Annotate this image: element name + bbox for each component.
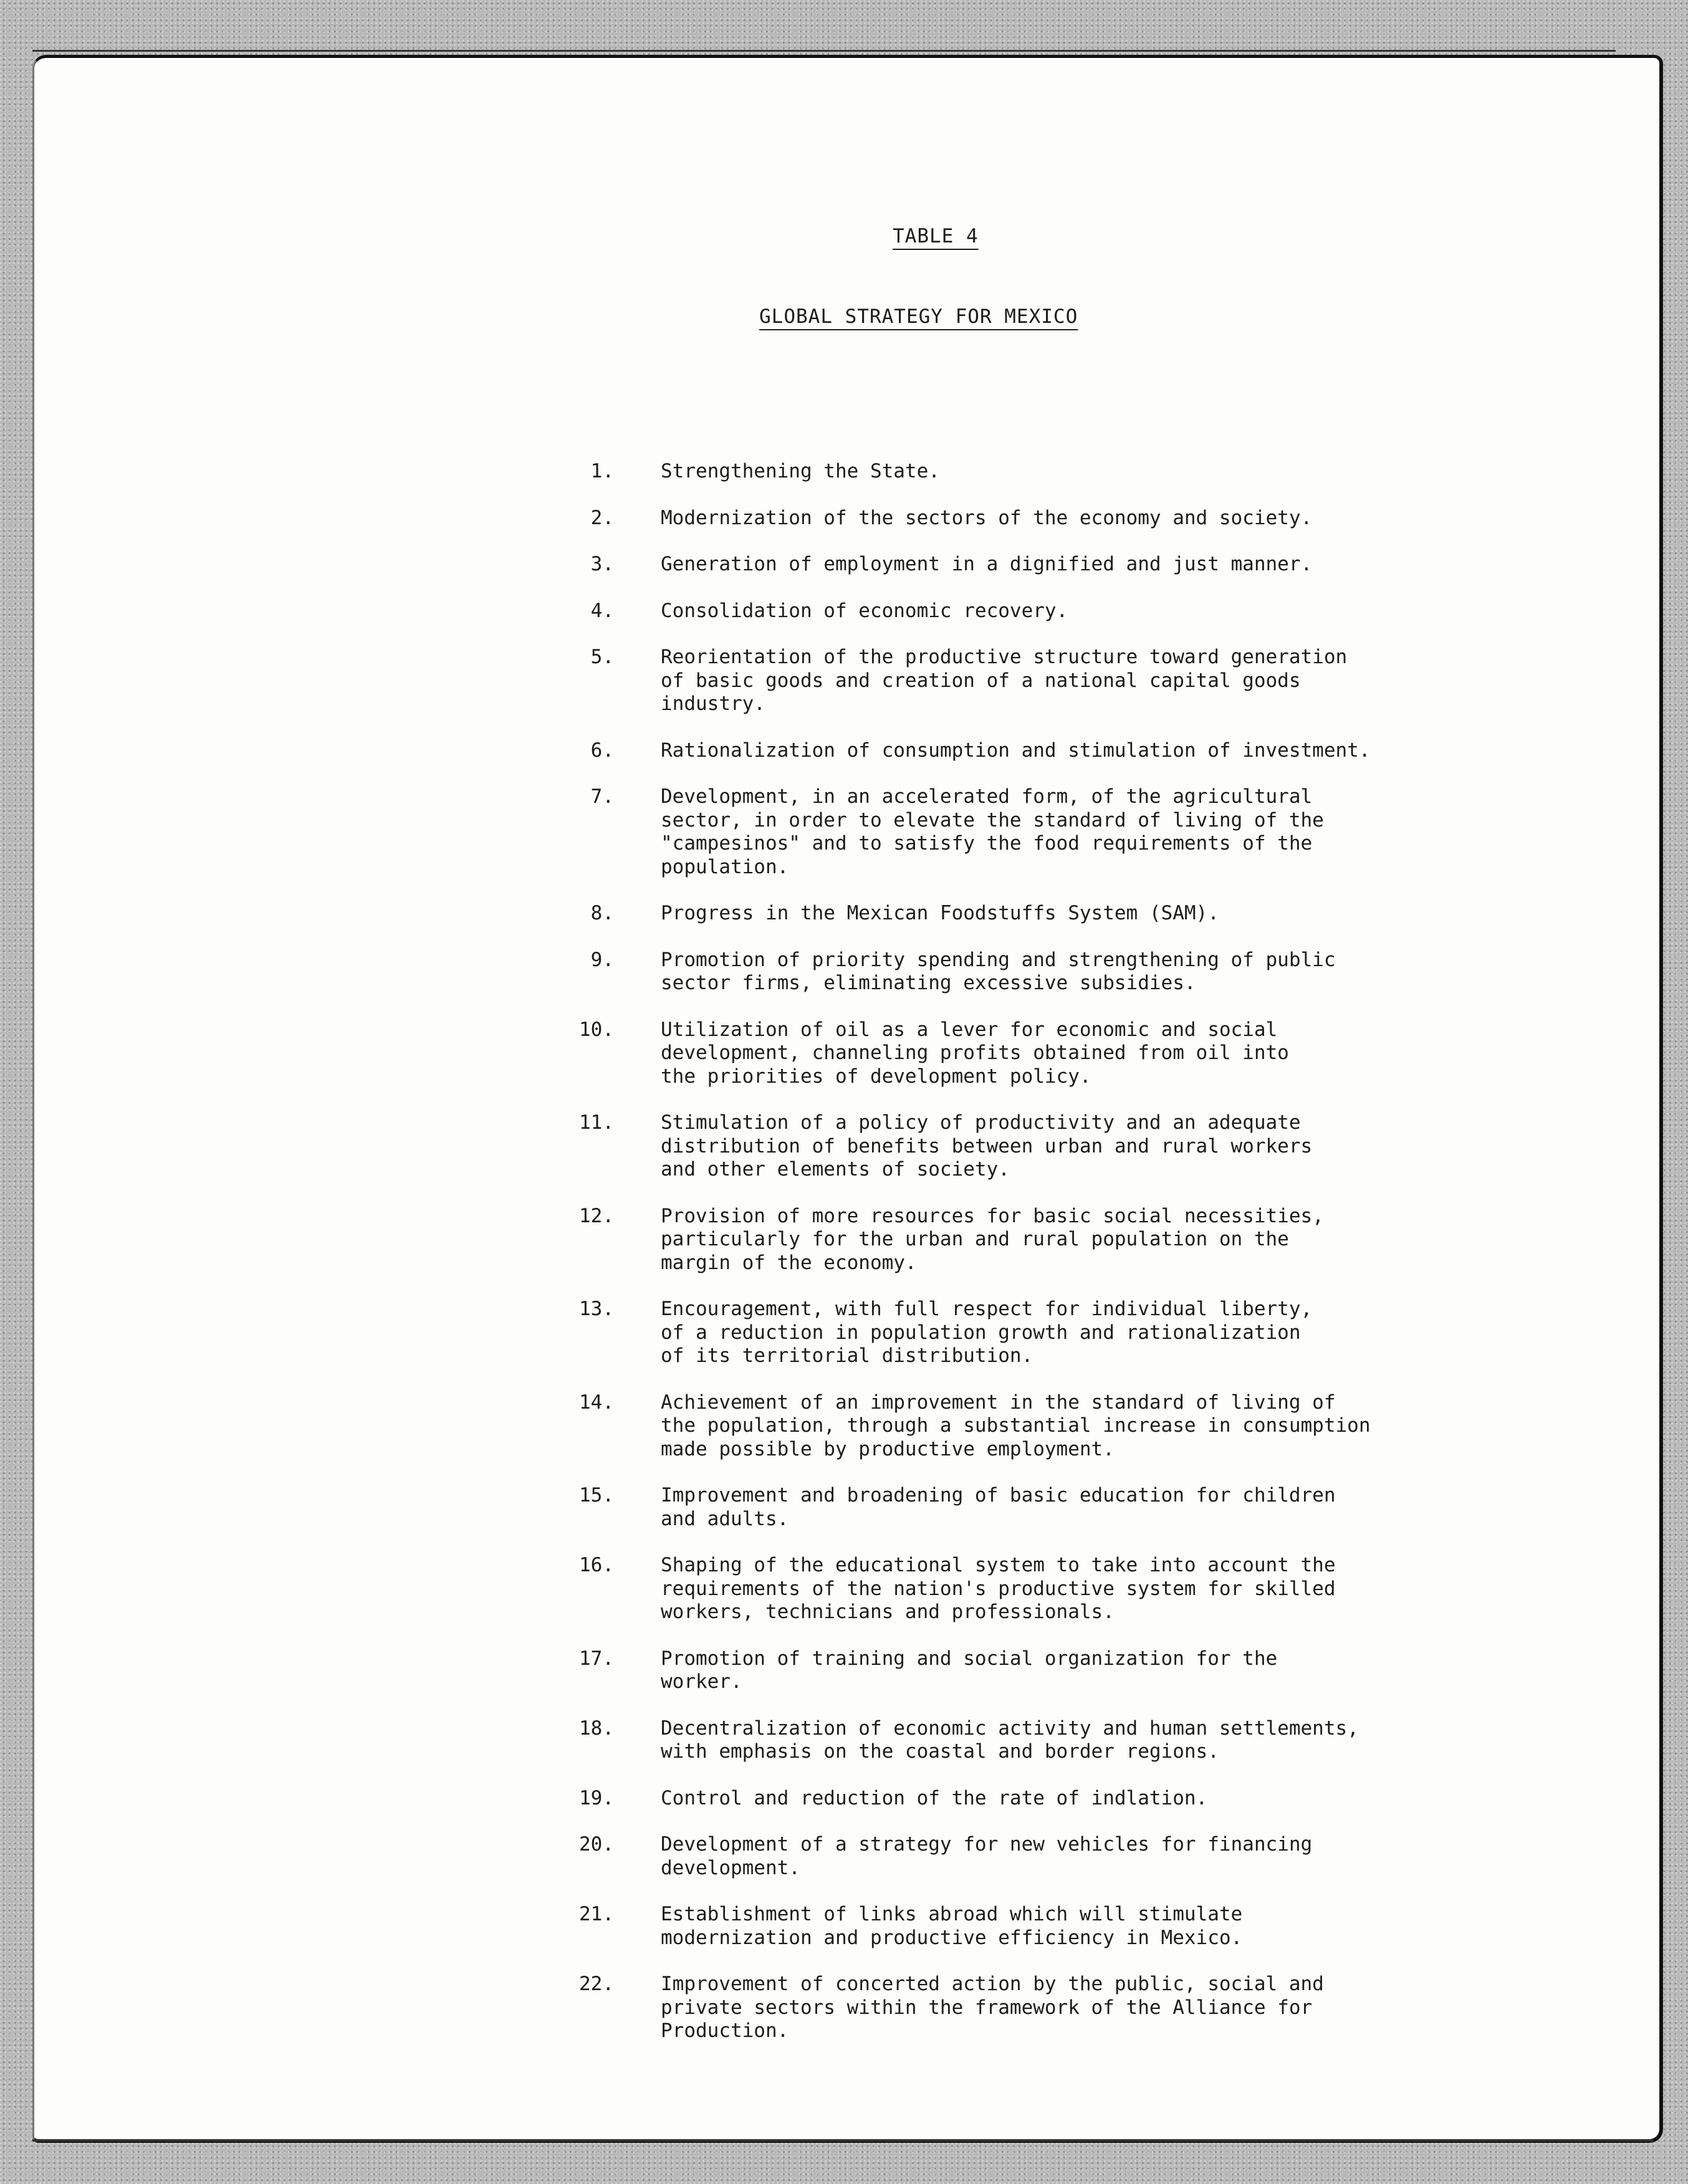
item-text: Generation of employment in a dignified and just manner.: [661, 553, 1313, 575]
item-number: 5.: [590, 646, 614, 668]
item-number: 3.: [590, 553, 614, 575]
item-text: Control and reduction of the rate of indlation.: [661, 1786, 1208, 1809]
item-text: Promotion of priority spending and strengthening of public sector firms, eliminating excessive subsidies.: [661, 948, 1336, 994]
list-item: [570, 1298, 1455, 1368]
scan-edge-top: [32, 50, 1616, 52]
list-item: [570, 1205, 1455, 1275]
item-number: 10.: [579, 1018, 614, 1041]
list-item: [570, 739, 1455, 763]
item-text: Development of a strategy for new vehicles for financing development.: [661, 1833, 1313, 1879]
item-text: Reorientation of the productive structure toward generation of basic goods and creation of a national capital goods industry.: [661, 646, 1348, 715]
list-item: [570, 902, 1455, 926]
item-number: 4.: [590, 599, 614, 622]
item-text: Stimulation of a policy of productivity and an adequate distribution of benefits between urban and rural workers and other elements of society.: [661, 1111, 1313, 1181]
item-number: 13.: [579, 1298, 614, 1320]
item-number: 11.: [579, 1111, 614, 1134]
item-number: 12.: [579, 1204, 614, 1227]
list-item: [570, 949, 1455, 995]
list-item: [570, 1391, 1455, 1462]
list-item: [570, 1973, 1455, 2043]
item-text: Promotion of training and social organization for the worker.: [661, 1647, 1278, 1693]
list-item: [570, 507, 1455, 530]
item-number: 8.: [590, 902, 614, 924]
list-item: [570, 460, 1455, 484]
item-text: Strengthening the State.: [661, 460, 940, 482]
item-text: Modernization of the sectors of the economy and society.: [661, 506, 1313, 529]
item-text: Improvement of concerted action by the public, social and private sectors within the framework of the Alliance for Production.: [661, 1973, 1324, 2042]
item-number: 21.: [579, 1903, 614, 1925]
item-text: Achievement of an improvement in the standard of living of the population, through a substantial increase in consumption made possible by productive employment.: [661, 1391, 1371, 1460]
table-label: TABLE 4: [893, 225, 979, 247]
list-item: [570, 1717, 1455, 1764]
list-item: [570, 1484, 1455, 1531]
list-item: [570, 1903, 1455, 1950]
item-text: Progress in the Mexican Foodstuffs System (SAM).: [661, 902, 1219, 924]
strategy-list: [570, 460, 1455, 2066]
item-text: Consolidation of economic recovery.: [661, 599, 1068, 622]
item-number: 22.: [579, 1973, 614, 1995]
item-text: Development, in an accelerated form, of the agricultural sector, in order to elevate the standard of living of the "campesinos" and to satisfy the food requirements of the population.: [661, 785, 1324, 878]
document-page: [32, 55, 1663, 2143]
list-item: [570, 600, 1455, 623]
item-text: Utilization of oil as a lever for economic and social development, channeling profits obtained from oil into the priorities of development policy.: [661, 1018, 1289, 1088]
list-item: [570, 1647, 1455, 1694]
item-number: 18.: [579, 1717, 614, 1740]
item-number: 16.: [579, 1554, 614, 1576]
list-item: [570, 1833, 1455, 1880]
item-text: Shaping of the educational system to take into account the requirements of the nation's productive system for skilled workers, technicians and professionals.: [661, 1554, 1336, 1623]
item-number: 2.: [590, 506, 614, 529]
list-item: [570, 1554, 1455, 1624]
item-text: Provision of more resources for basic social necessities, particularly for the urban and rural population on the margin of the economy.: [661, 1204, 1324, 1274]
scan-edge-bottom: [32, 2139, 1653, 2142]
list-item: [570, 1018, 1455, 1089]
item-number: 14.: [579, 1391, 614, 1414]
page-title: GLOBAL STRATEGY FOR MEXICO: [759, 305, 1078, 328]
item-number: 6.: [590, 739, 614, 762]
item-number: 15.: [579, 1484, 614, 1506]
item-text: Rationalization of consumption and stimulation of investment.: [661, 739, 1371, 762]
item-number: 20.: [579, 1833, 614, 1856]
item-text: Encouragement, with full respect for individual liberty, of a reduction in population growth and rationalization of its territorial distribution.: [661, 1298, 1313, 1367]
list-item: [570, 1787, 1455, 1811]
item-text: Improvement and broadening of basic education for children and adults.: [661, 1484, 1336, 1530]
item-number: 7.: [590, 785, 614, 808]
item-number: 1.: [590, 460, 614, 482]
list-item: [570, 1111, 1455, 1182]
item-number: 17.: [579, 1647, 614, 1670]
item-number: 9.: [590, 948, 614, 971]
list-item: [570, 785, 1455, 879]
item-number: 19.: [579, 1786, 614, 1809]
list-item: [570, 646, 1455, 716]
item-text: Decentralization of economic activity and human settlements, with emphasis on the coastal and border regions.: [661, 1717, 1359, 1763]
item-text: Establishment of links abroad which will stimulate modernization and productive efficiency in Mexico.: [661, 1903, 1243, 1949]
list-item: [570, 553, 1455, 577]
